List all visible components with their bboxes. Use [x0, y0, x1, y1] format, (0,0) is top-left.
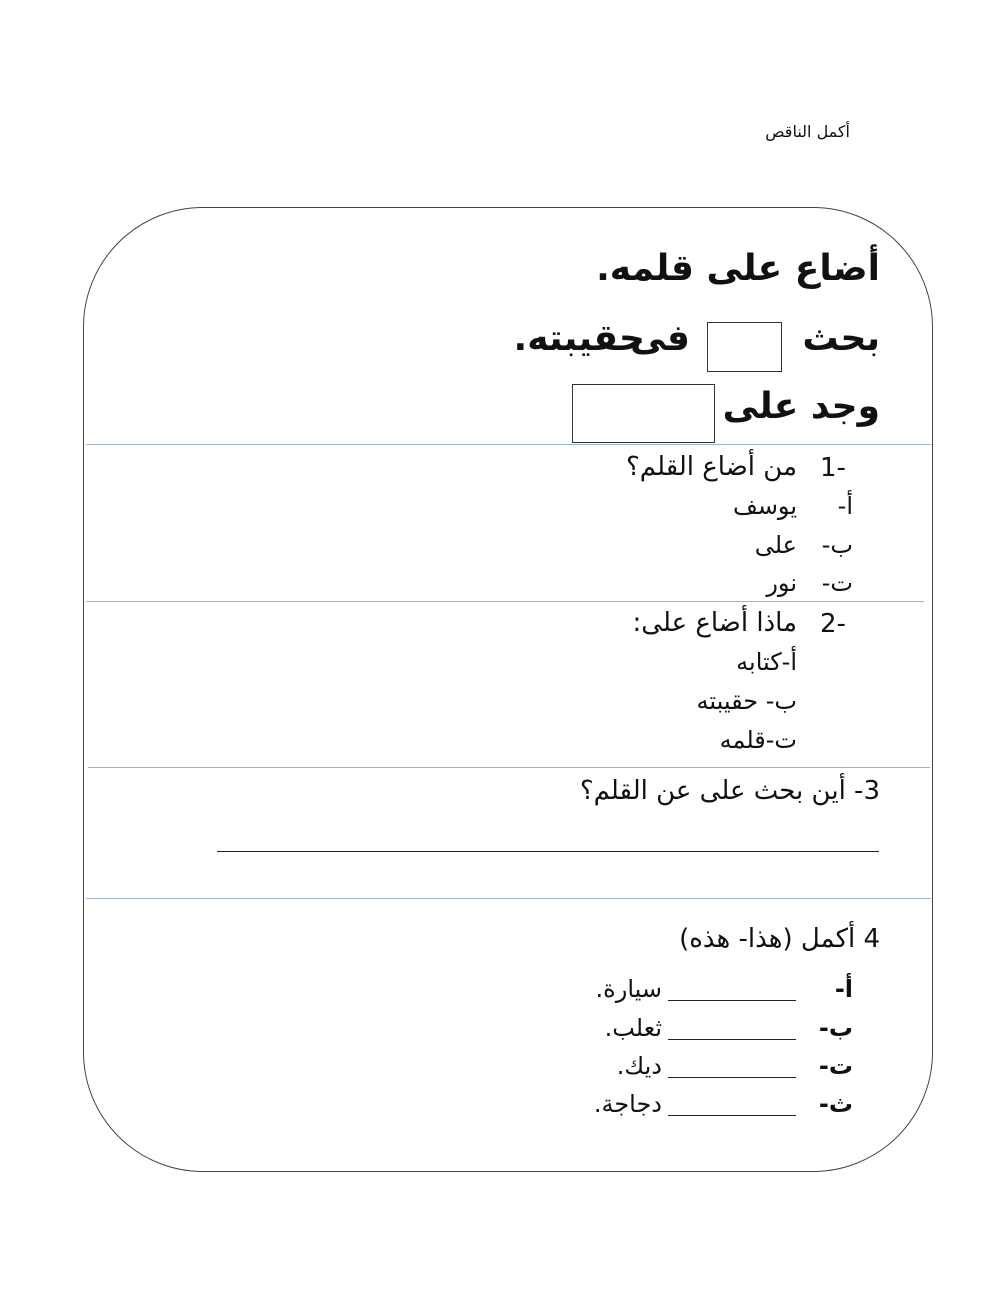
q3-answer-line[interactable]	[217, 851, 879, 852]
story-line-2-start: بحث	[802, 318, 880, 359]
q1-option-letter: ت-	[821, 569, 853, 597]
instruction-title: أكمل الناقص	[765, 122, 850, 141]
q4-item-letter: ت-	[818, 1052, 853, 1080]
q1-option-letter: ب-	[821, 531, 853, 559]
story-gap-box-2[interactable]	[572, 384, 715, 443]
q1-option-text[interactable]: يوسف	[732, 492, 797, 520]
q4-item-text: ديك.	[616, 1052, 662, 1080]
q4-item-letter: ث-	[818, 1090, 853, 1118]
q2-text: ماذا أضاع على:	[632, 608, 797, 638]
story-line-2-mid: فى	[630, 318, 690, 359]
q2-number: 2-	[820, 609, 846, 639]
q4-item-letter: أ-	[834, 975, 853, 1003]
q1-option-letter: أ-	[837, 492, 853, 520]
q4-blank[interactable]	[668, 1093, 796, 1116]
q4-blank[interactable]	[668, 978, 796, 1001]
q4-title: 4 أكمل (هذا- هذه)	[679, 924, 880, 954]
q1-text: من أضاع القلم؟	[626, 452, 797, 482]
divider	[86, 444, 931, 445]
q2-option[interactable]: ت-قلمه	[719, 726, 797, 754]
story-line-2-end: حقيبته.	[513, 318, 645, 359]
q4-item-text: سيارة.	[595, 975, 662, 1003]
q4-item-text: دجاجة.	[593, 1090, 662, 1118]
divider	[86, 601, 924, 602]
q4-item-letter: ب-	[818, 1014, 853, 1042]
divider	[86, 898, 931, 899]
q1-option-text[interactable]: على	[754, 531, 797, 559]
story-line-1: أضاع على قلمه.	[596, 248, 880, 289]
q4-item-text: ثعلب.	[604, 1014, 662, 1042]
q2-option[interactable]: أ-كتابه	[736, 648, 797, 676]
story-gap-box-1[interactable]	[707, 322, 782, 372]
story-line-3: وجد على	[722, 386, 880, 427]
divider	[88, 767, 930, 768]
q4-blank[interactable]	[668, 1017, 796, 1040]
q4-blank[interactable]	[668, 1055, 796, 1078]
q1-option-text[interactable]: نور	[766, 569, 797, 597]
q2-option[interactable]: ب- حقيبته	[696, 687, 797, 715]
q3-text: 3- أين بحث على عن القلم؟	[579, 776, 880, 806]
q1-number: 1-	[820, 453, 846, 483]
